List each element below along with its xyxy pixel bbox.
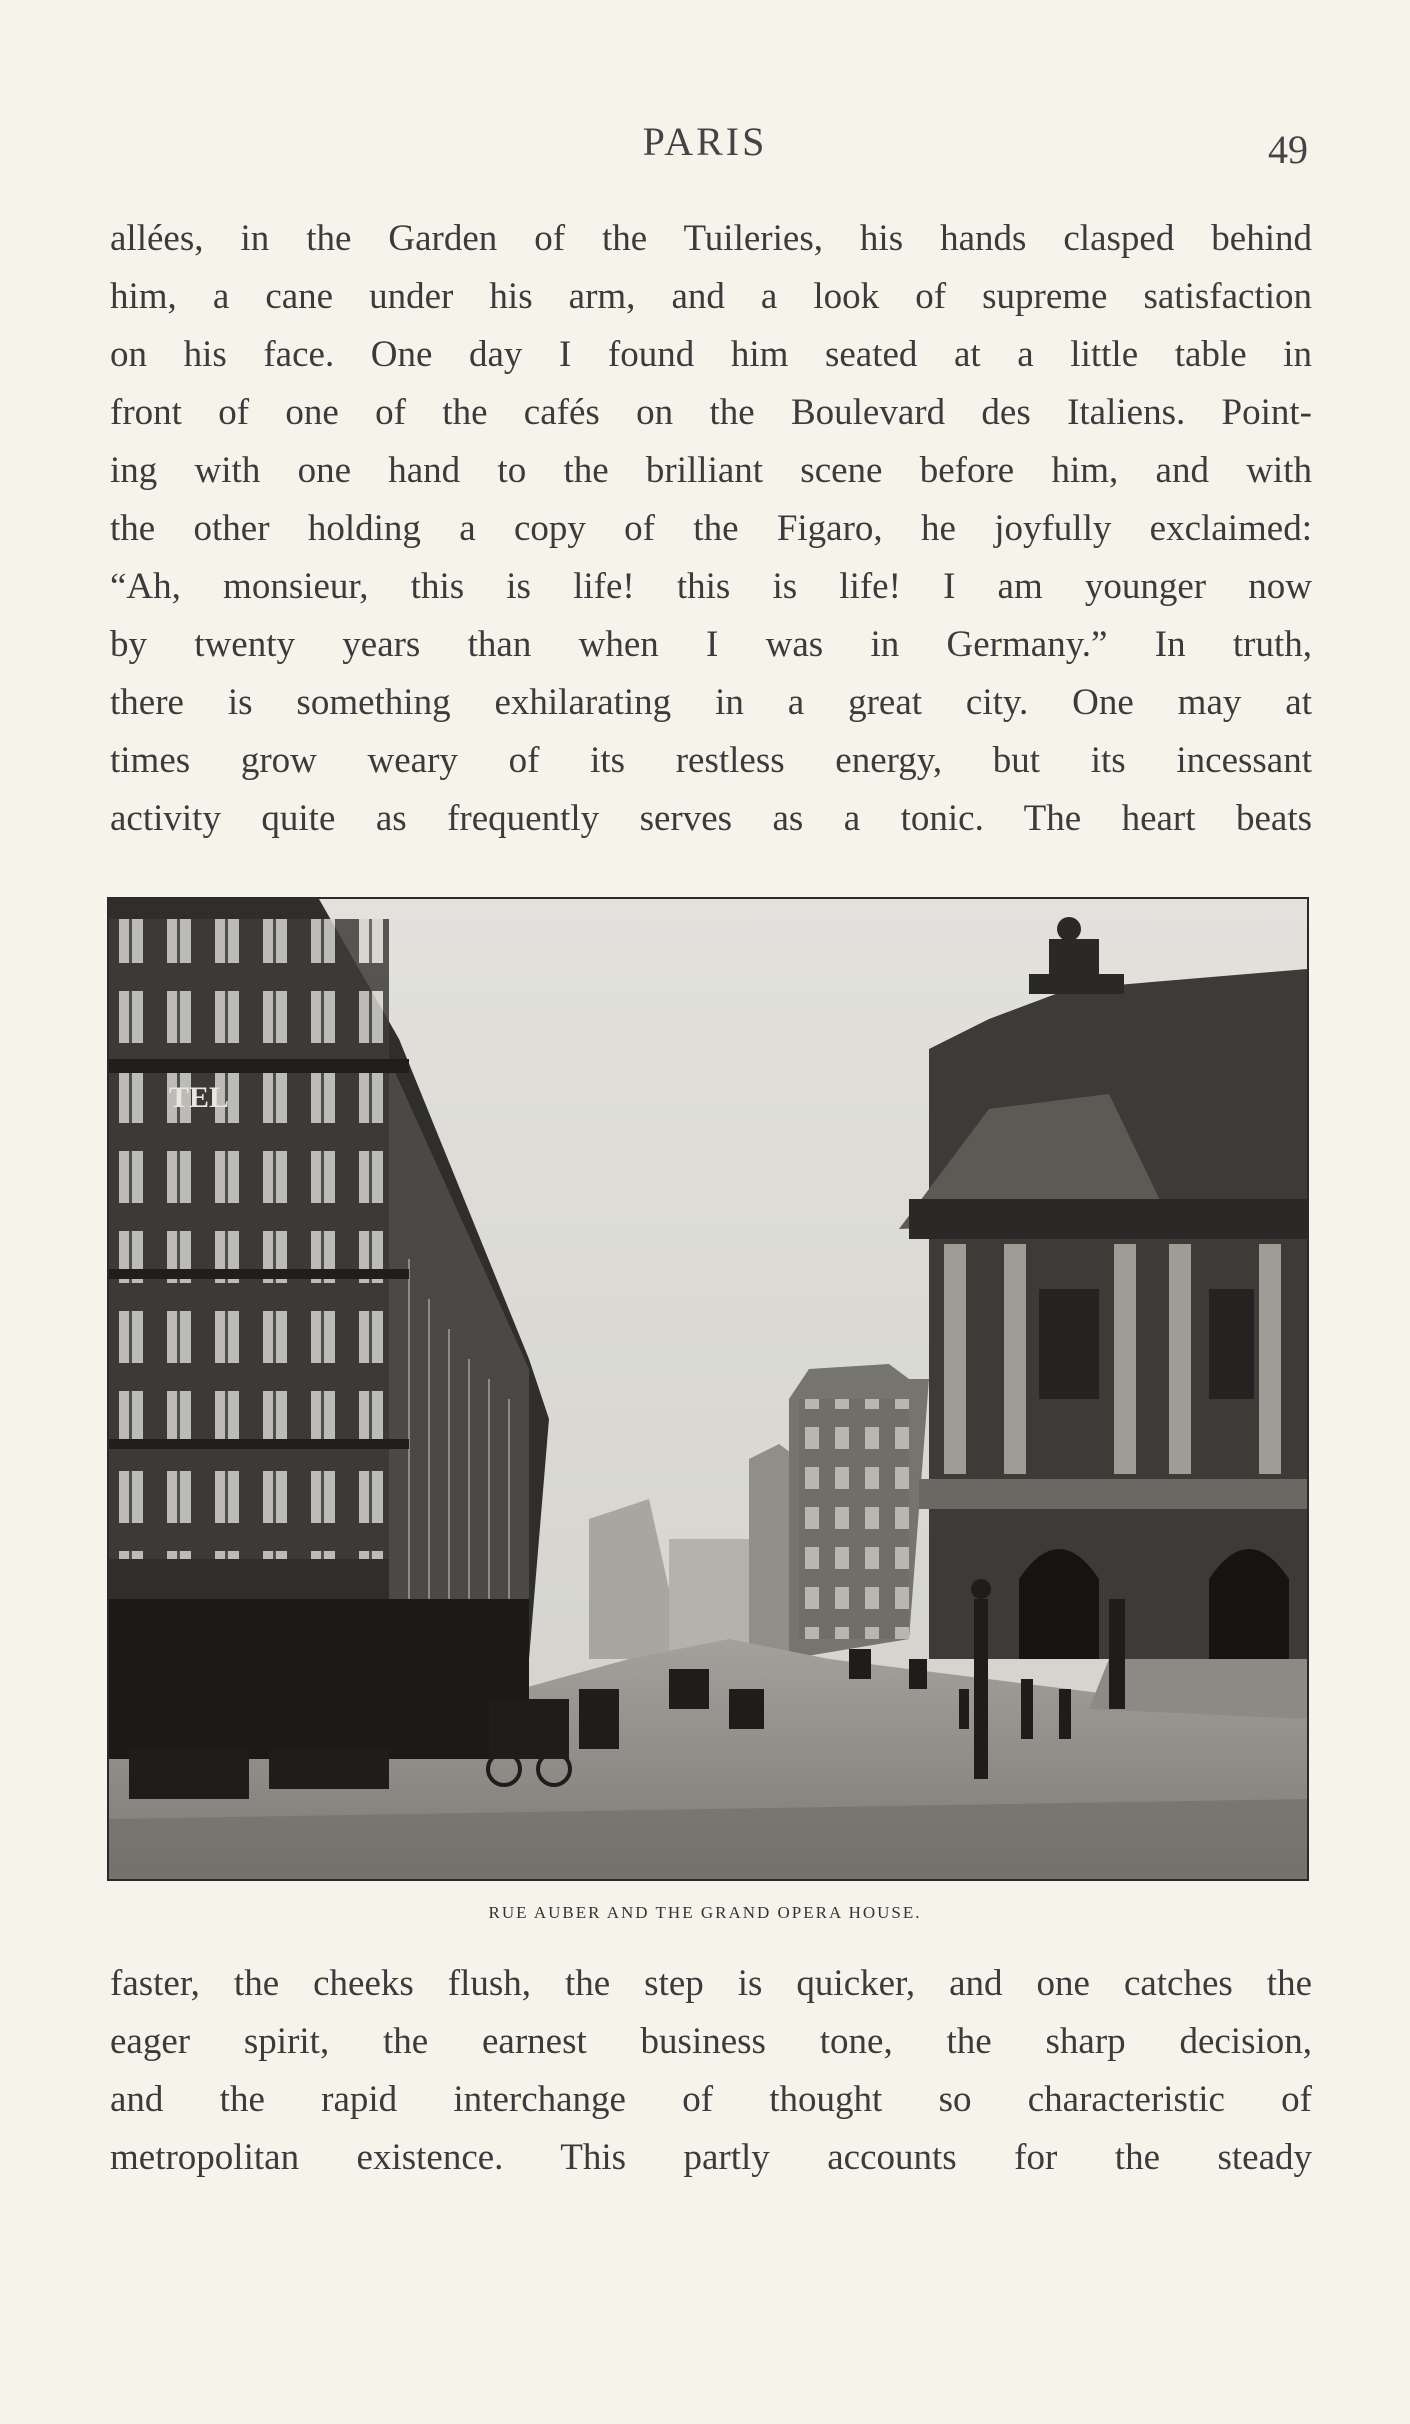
text-line: activity quite as frequently serves as a tonic. The heart beats	[110, 798, 1312, 839]
page-number: 49	[1268, 127, 1308, 172]
text-line: times grow weary of its restless energy, but its incessant	[110, 740, 1312, 781]
figure-caption: RUE AUBER AND THE GRAND OPERA HOUSE.	[488, 1903, 922, 1922]
text-line: metropolitan existence. This partly accounts for the steady	[110, 2137, 1312, 2178]
text-line: “Ah, monsieur, this is life! this is life! I am younger now	[110, 566, 1312, 607]
paragraph-top	[110, 210, 1312, 848]
text-line: front of one of the cafés on the Boulevard des Italiens. Point-	[110, 392, 1312, 433]
paragraph-bottom	[110, 1955, 1312, 2187]
text-line: and the rapid interchange of thought so characteristic of	[110, 2079, 1312, 2120]
text-line: on his face. One day I found him seated at a little table in	[110, 334, 1312, 375]
text-line: faster, the cheeks flush, the step is quicker, and one catches the	[110, 1963, 1312, 2004]
text-line: allées, in the Garden of the Tuileries, his hands clasped behind	[110, 218, 1312, 259]
text-line: there is something exhilarating in a great city. One may at	[110, 682, 1312, 723]
text-line: him, a cane under his arm, and a look of supreme satisfaction	[110, 276, 1312, 317]
running-head: PARIS	[642, 119, 768, 164]
text-line: the other holding a copy of the Figaro, he joyfully exclaimed:	[110, 508, 1312, 549]
text-line: eager spirit, the earnest business tone, the sharp decision,	[110, 2021, 1312, 2062]
text-line: by twenty years than when I was in Germany.” In truth,	[110, 624, 1312, 665]
hotel-sign-letters: TEL	[169, 1081, 230, 1114]
text-line: ing with one hand to the brilliant scene before him, and with	[110, 450, 1312, 491]
street-photograph	[107, 897, 1309, 1881]
